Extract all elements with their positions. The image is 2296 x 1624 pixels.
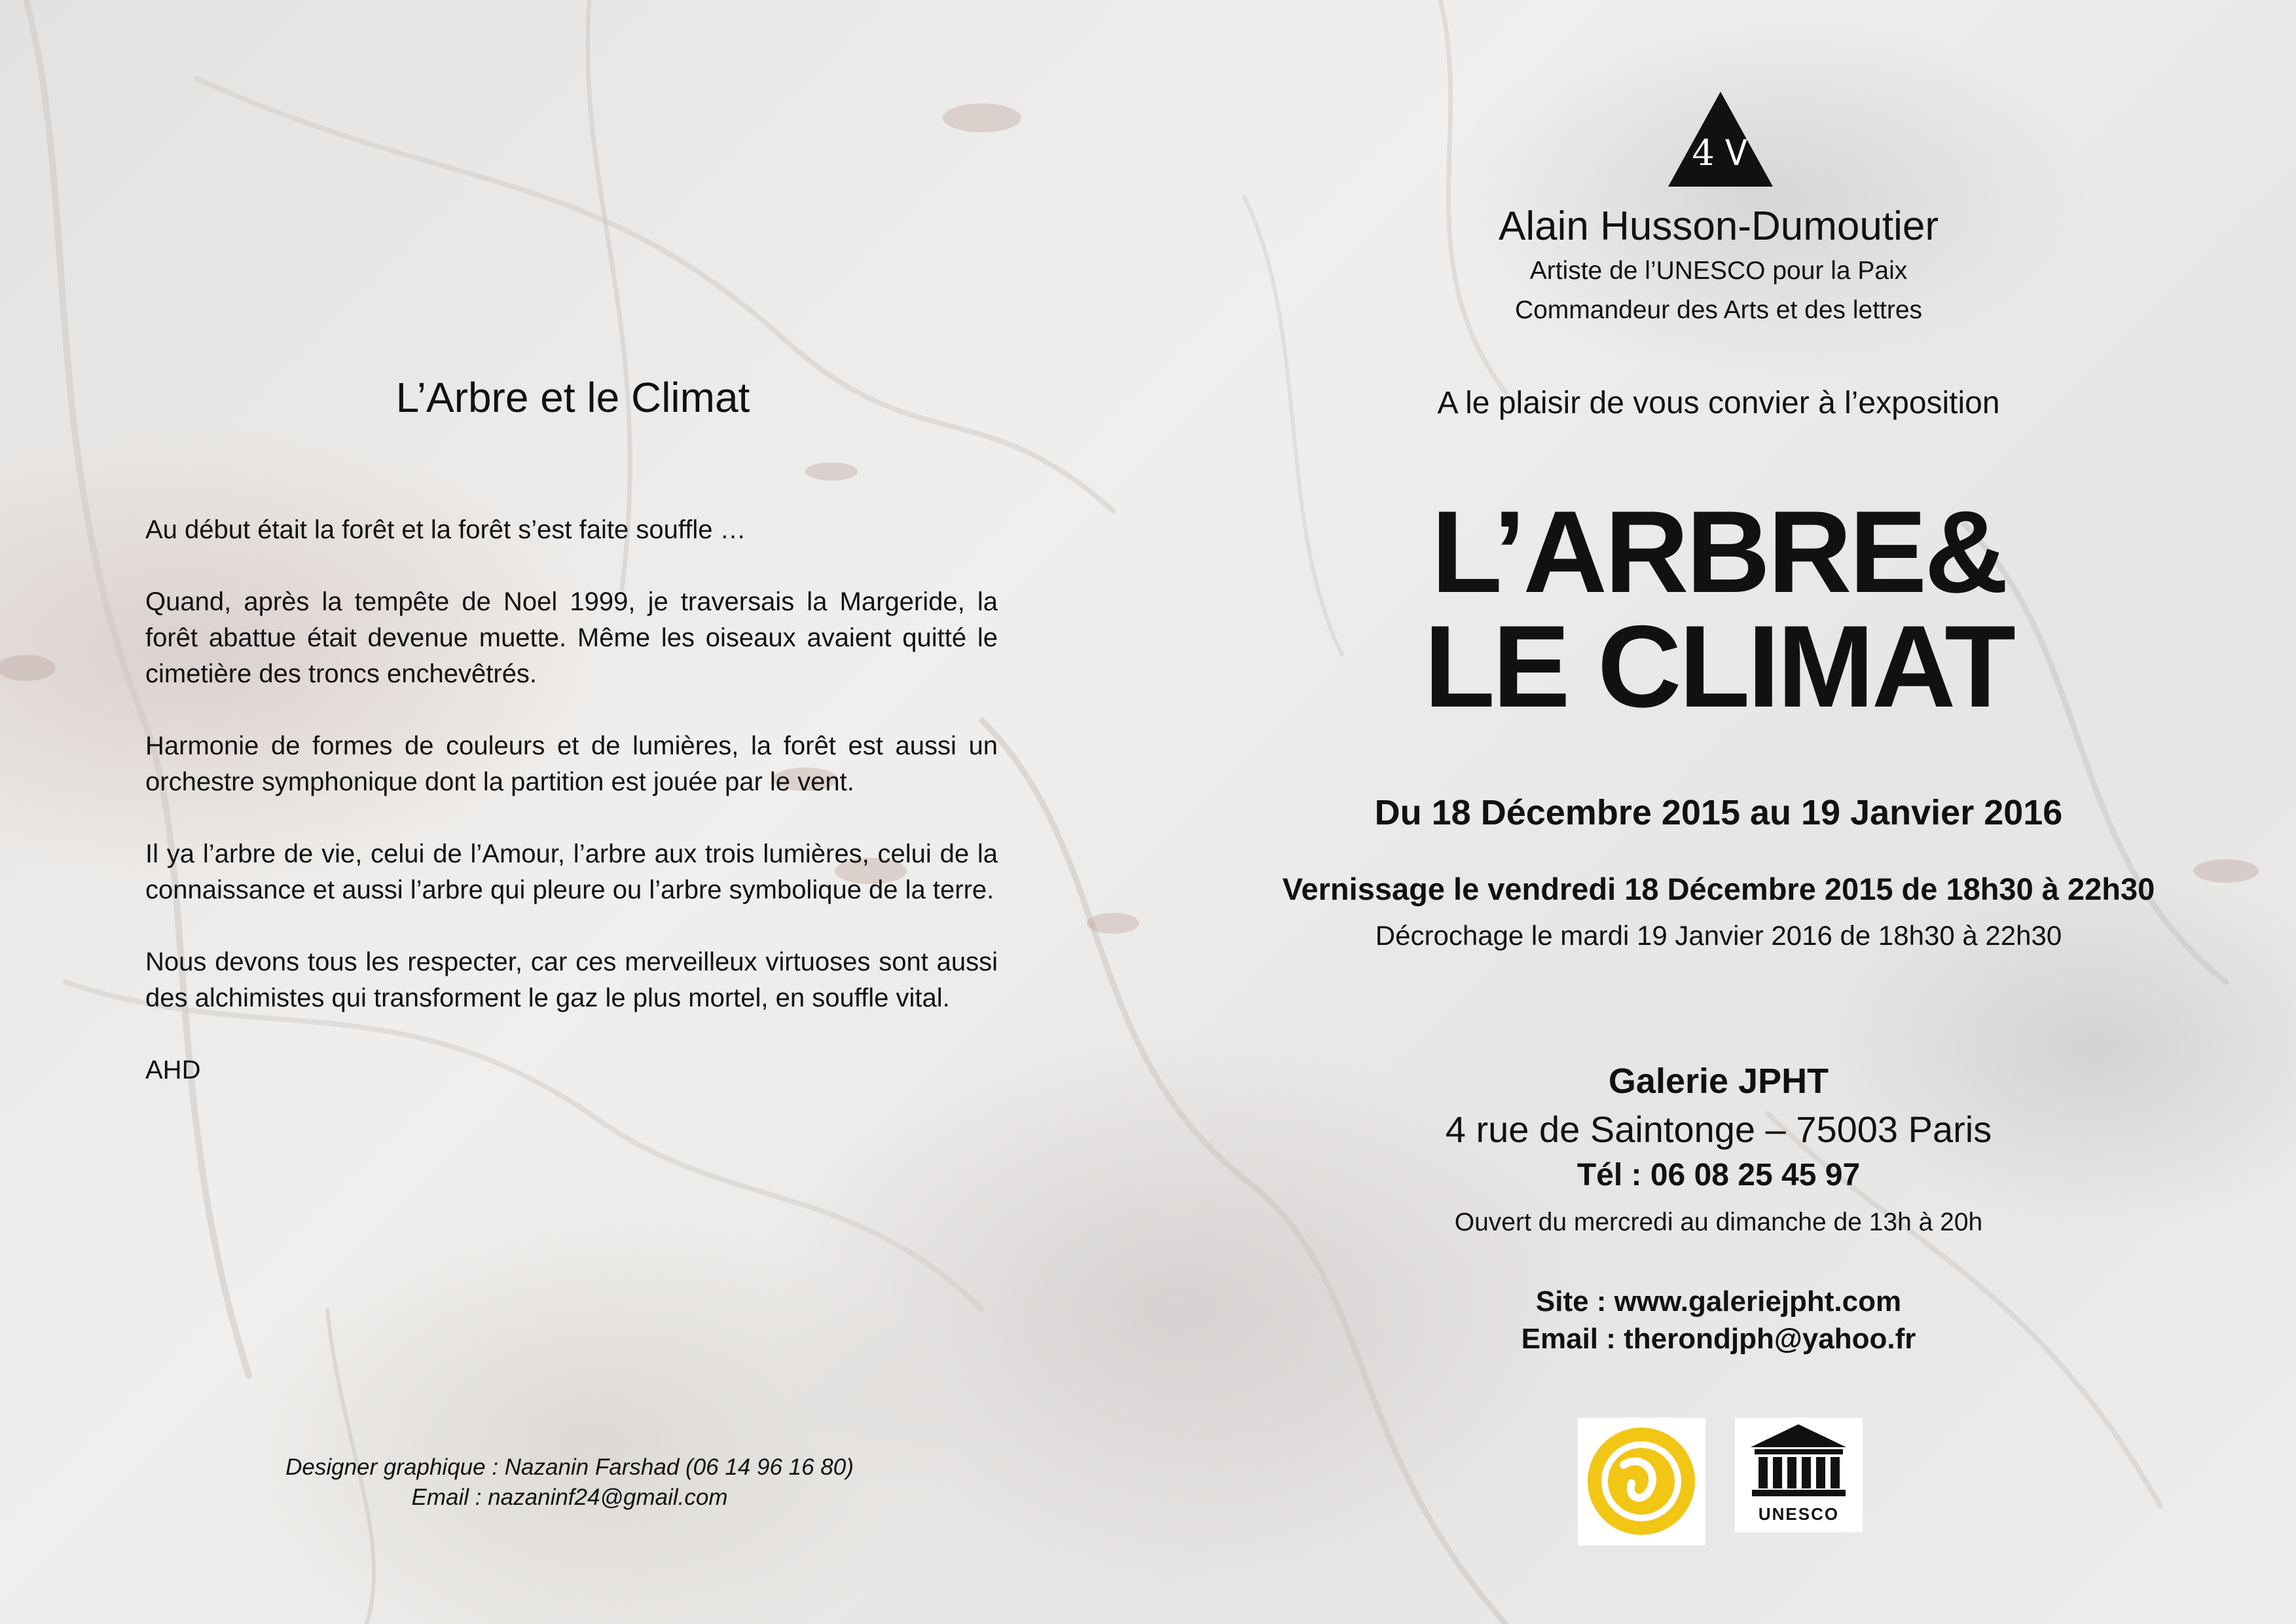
left-panel-title: L’Arbre et le Climat <box>395 374 750 421</box>
gallery-website: Site : www.galeriejpht.com <box>1535 1285 1902 1318</box>
invitation-text: A le plaisir de vous convier à l’exposition <box>1437 386 2000 420</box>
paragraph: Nous devons tous les respecter, car ces merveilleux virtuoses sont aussi des alchimistes qui transforment le gaz le plus mortel, en souffle vital. <box>145 948 998 1012</box>
svg-text:4 Ꮩ: 4 Ꮩ <box>1692 132 1749 174</box>
vernissage-info: Vernissage le vendredi 18 Décembre 2015 de 18h30 à 22h30 <box>1282 872 2155 906</box>
unesco-logo-icon <box>1735 1418 1863 1532</box>
exhibition-dates: Du 18 Décembre 2015 au 19 Janvier 2016 <box>1374 793 2063 832</box>
designer-credits <box>196 1452 943 1513</box>
yellow-circle-logo-icon <box>1578 1418 1705 1545</box>
paragraph: Harmonie de formes de couleurs et de lumières, la forêt est aussi un orchestre symphonique dont la partition est jouée par le vent. <box>145 731 998 796</box>
decrochage-info: Décrochage le mardi 19 Janvier 2016 de 18h30 à 22h30 <box>1375 920 2062 951</box>
signature-initials: AHD <box>145 1056 201 1084</box>
left-panel-text <box>145 512 998 1124</box>
gallery-name: Galerie JPHT <box>1608 1061 1829 1101</box>
paragraph: Il ya l’arbre de vie, celui de l’Amour, l’arbre aux trois lumières, celui de la connaissance et aussi l’arbre qui pleure ou l’arbre symbolique de la terre. <box>145 840 998 904</box>
gallery-hours: Ouvert du mercredi au dimanche de 13h à 20h <box>1454 1208 1983 1236</box>
gallery-phone: Tél : 06 08 25 45 97 <box>1576 1158 1861 1192</box>
artist-title-unesco: Artiste de l’UNESCO pour la Paix <box>1529 257 1908 285</box>
exhibition-title <box>1375 487 2062 731</box>
artist-triangle-logo-icon <box>1668 92 1773 187</box>
gallery-email: Email : therondjph@yahoo.fr <box>1521 1323 1916 1355</box>
exhibition-title-line1: L’ARBRE& <box>1431 487 2006 617</box>
paragraph: Au début était la forêt et la forêt s’est faite souffle … <box>145 515 746 544</box>
paragraph: Quand, après la tempête de Noel 1999, je traversais la Margeride, la forêt abattue était devenue muette. Même les oiseaux avaient quitté le cimetière des troncs enchevêtrés. <box>145 587 998 688</box>
artist-name: Alain Husson-Dumoutier <box>1499 204 1939 249</box>
exhibition-title-line2: LE CLIMAT <box>1424 601 2013 731</box>
artist-title-commandeur: Commandeur des Arts et des lettres <box>1514 296 1923 324</box>
gallery-address: 4 rue de Saintonge – 75003 Paris <box>1445 1109 1992 1150</box>
designer-line: Designer graphique : Nazanin Farshad (06 14 96 16 80) <box>285 1454 854 1480</box>
unesco-label: UNESCO <box>1758 1504 1840 1524</box>
designer-email-line: Email : nazaninf24@gmail.com <box>411 1485 728 1510</box>
